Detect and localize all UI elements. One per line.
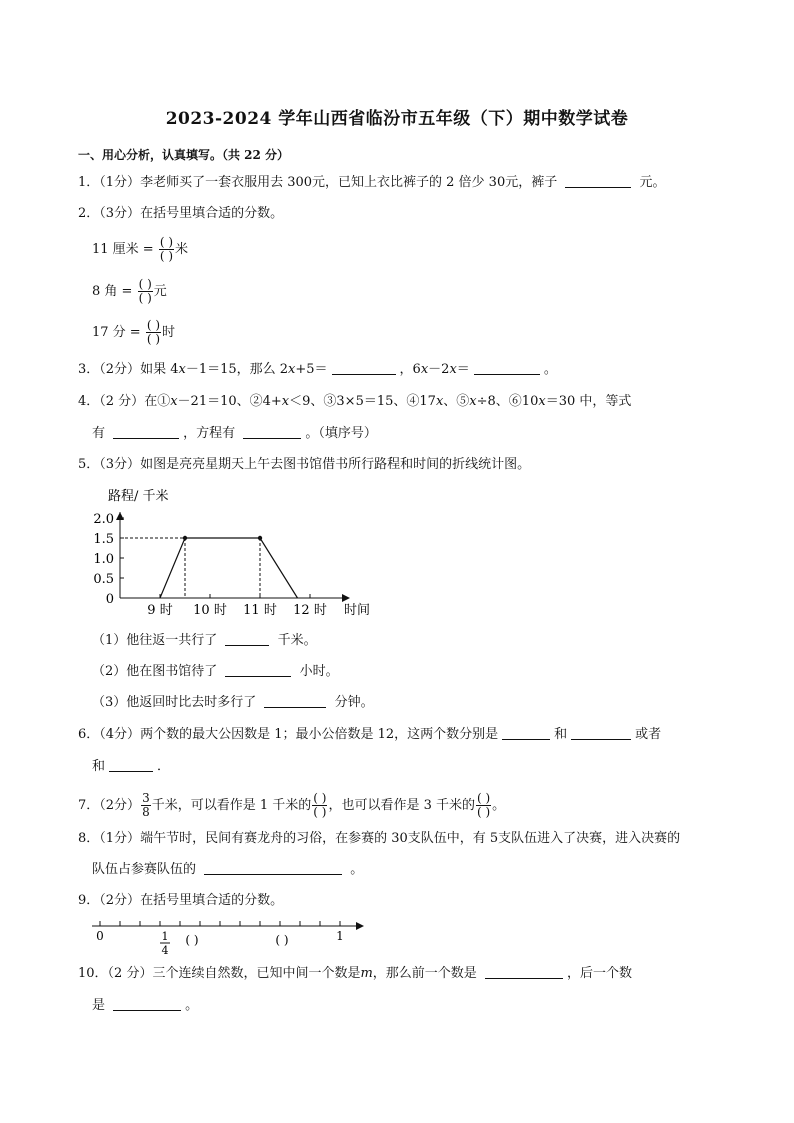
answer-blank[interactable] (332, 362, 396, 375)
question-text: 和 (92, 759, 106, 774)
section-heading: 一、用心分析，认真填写。（共 22 分） (78, 148, 290, 162)
question-8 (78, 831, 680, 847)
answer-blank[interactable] (109, 759, 153, 772)
question-number: 6． (78, 727, 100, 742)
fraction-blank[interactable]: $\frac{( )}{( )}$ (313, 791, 327, 819)
conversion-row (92, 319, 175, 346)
points: （2分） (99, 893, 141, 908)
answer-blank[interactable] (502, 727, 550, 740)
question-9 (78, 893, 283, 909)
question-text: 在括号里填合适的分数。 (140, 206, 284, 221)
x-tick-label: 9 时 (147, 603, 173, 618)
y-tick-label: 1.0 (93, 552, 114, 567)
fraction: $\frac{3}{8}$ (142, 791, 150, 819)
question-text: 和 (554, 727, 568, 742)
fraction-blank[interactable]: $\frac{( )}{( )}$ (476, 791, 491, 819)
q5-sub-3 (92, 695, 374, 711)
question-text: 、⑤ (443, 394, 470, 409)
unit: 时 (162, 325, 176, 340)
question-5 (78, 457, 530, 473)
question-2 (78, 206, 283, 222)
question-text: ＝ (456, 362, 470, 377)
answer-blank[interactable] (113, 998, 181, 1011)
fraction-numerator: 1 (161, 930, 169, 943)
question-4 (78, 394, 631, 410)
question-4-line2 (92, 426, 377, 442)
question-3 (78, 362, 557, 378)
fraction-blank[interactable]: $\frac{( )}{( )}$ (138, 277, 152, 305)
question-number: 4． (78, 394, 100, 409)
points: （2分） (99, 362, 141, 377)
question-text: +5＝ (295, 362, 328, 377)
question-text: 如果 4 (140, 362, 179, 377)
question-text: 或者 (635, 727, 662, 742)
fraction-blank[interactable]: $\frac{( )}{( )}$ (146, 318, 161, 346)
tick-label-zero: 0 (96, 929, 104, 943)
question-text: ÷8、⑥10 (476, 394, 539, 409)
answer-blank[interactable] (204, 862, 342, 875)
question-text: ． (157, 759, 171, 774)
variable: x (449, 362, 457, 377)
points: （4分） (99, 727, 141, 742)
variable: x (435, 394, 444, 409)
variable: x (538, 394, 546, 409)
variable: x (288, 362, 296, 377)
answer-blank[interactable] (485, 966, 563, 979)
question-number: 9． (78, 893, 100, 908)
question-text: 。 (543, 362, 557, 377)
question-text: （3）他返回时比去时多行了 (92, 695, 257, 710)
question-number: 10． (78, 966, 108, 981)
answer-blank[interactable] (565, 175, 631, 188)
variable: x (469, 394, 477, 409)
question-number: 3． (78, 362, 100, 377)
fraction-blank[interactable]: $\frac{( )}{( )}$ (159, 235, 174, 263)
question-8-line2 (92, 862, 363, 878)
question-text: 端午节时，民间有赛龙舟的习俗，在参赛的 30支队伍中，有 5支队伍进入了决赛，进入决赛的 (140, 831, 681, 846)
points: （1分） (99, 831, 141, 846)
answer-blank[interactable] (243, 426, 301, 439)
question-number: 2． (78, 206, 100, 221)
data-point (183, 536, 187, 540)
question-text: 小时。 (299, 664, 339, 679)
fraction-denominator: 4 (161, 944, 169, 957)
question-number: 5． (78, 457, 100, 472)
points: （2分） (99, 798, 141, 813)
data-point (258, 536, 262, 540)
x-axis-arrow-icon (342, 594, 350, 602)
variable: x (420, 362, 429, 377)
answer-paren[interactable]: ( ) (185, 933, 199, 947)
question-text: 分钟。 (334, 695, 374, 710)
q5-sub-2 (92, 664, 339, 680)
points: （3分） (99, 457, 141, 472)
variable: x (170, 394, 178, 409)
question-text: 。（填序号） (305, 426, 377, 441)
question-text: ＝30 中，等式 (545, 394, 632, 409)
question-text: 在括号里填合适的分数。 (140, 893, 284, 908)
question-number: 1． (78, 175, 100, 190)
question-text: 元。 (639, 175, 666, 190)
q5-sub-1 (92, 633, 317, 649)
question-text: （1）他往返一共行了 (92, 633, 218, 648)
answer-blank[interactable] (474, 362, 540, 375)
answer-paren[interactable]: ( ) (275, 933, 289, 947)
variable: x (178, 362, 186, 377)
y-axis-arrow-icon (116, 512, 124, 520)
question-text: －21＝10、②4+ (177, 394, 282, 409)
x-axis-label: 时间 (344, 603, 371, 618)
conversion-row (92, 278, 167, 305)
answer-blank[interactable] (571, 727, 631, 740)
answer-blank[interactable] (113, 426, 179, 439)
question-6-line2 (92, 759, 170, 775)
line-chart (90, 482, 390, 622)
conversion-left: 17 分 = (92, 325, 141, 340)
question-1 (78, 175, 666, 191)
points: （3分） (99, 206, 141, 221)
question-number: 8． (78, 831, 100, 846)
points: （2 分） (107, 966, 153, 981)
question-text: 两个数的最大公因数是 1；最小公倍数是 12，这两个数分别是 (140, 727, 499, 742)
conversion-row (92, 236, 188, 263)
arrow-icon (356, 922, 364, 930)
y-tick-label: 0.5 (93, 572, 114, 587)
variable: x (281, 394, 290, 409)
y-axis-label: 路程/ 千米 (108, 489, 169, 504)
question-text: 千米。 (277, 633, 317, 648)
page-title: 2023-2024 学年山西省临汾市五年级（下）期中数学试卷 (165, 109, 629, 129)
question-text: ，那么前一个数是 (372, 966, 477, 981)
y-tick-label: 0 (105, 592, 114, 607)
unit: 元 (153, 284, 167, 299)
x-tick-label: 12 时 (293, 603, 327, 618)
question-text: 队伍占参赛队伍的 (92, 862, 197, 877)
question-text: 在① (144, 394, 171, 409)
answer-blank[interactable] (264, 695, 326, 708)
question-text: 三个连续自然数，已知中间一个数是 (152, 966, 361, 981)
question-text: 有 (92, 426, 106, 441)
question-text: 如图是亮亮星期天上午去图书馆借书所行路程和时间的折线统计图。 (140, 457, 531, 472)
x-tick-label: 10 时 (193, 603, 227, 618)
question-text: ，方程有 (183, 426, 236, 441)
question-text: 。 (350, 862, 364, 877)
series-line (160, 538, 298, 598)
question-text: －2 (428, 362, 450, 377)
y-tick-label: 1.5 (93, 532, 114, 547)
variable: m (360, 966, 373, 981)
answer-blank[interactable] (225, 633, 269, 646)
question-text: ，6 (399, 362, 421, 377)
points: （1分） (99, 175, 141, 190)
question-number: 7． (78, 798, 100, 813)
question-text: ，也可以看作是 3 千米的 (328, 798, 475, 813)
number-line (90, 912, 370, 960)
question-text: （2）他在图书馆待了 (92, 664, 218, 679)
question-10-line2 (92, 998, 198, 1014)
points: （2 分） (99, 394, 145, 409)
question-text: 千米，可以看作是 1 千米的 (151, 798, 312, 813)
question-10 (78, 966, 632, 982)
conversion-left: 8 角 = (92, 284, 133, 299)
question-7 (78, 792, 505, 819)
question-text: 。 (492, 798, 506, 813)
question-text: ，后一个数 (566, 966, 632, 981)
x-tick-label: 11 时 (243, 603, 277, 618)
conversion-left: 11 厘米 = (92, 242, 154, 257)
question-text: －1＝15，那么 2 (185, 362, 289, 377)
answer-blank[interactable] (225, 664, 291, 677)
question-text: 李老师买了一套衣服用去 300元，已知上衣比裤子的 2 倍少 30元，裤子 (140, 175, 558, 190)
question-6 (78, 727, 661, 743)
question-text: 是 (92, 998, 106, 1013)
unit: 米 (175, 242, 189, 257)
tick-label-one: 1 (336, 929, 344, 943)
question-text: ＜9、③3×5＝15、④17 (289, 394, 436, 409)
y-tick-label: 2.0 (93, 512, 114, 527)
question-text: 。 (185, 998, 199, 1013)
